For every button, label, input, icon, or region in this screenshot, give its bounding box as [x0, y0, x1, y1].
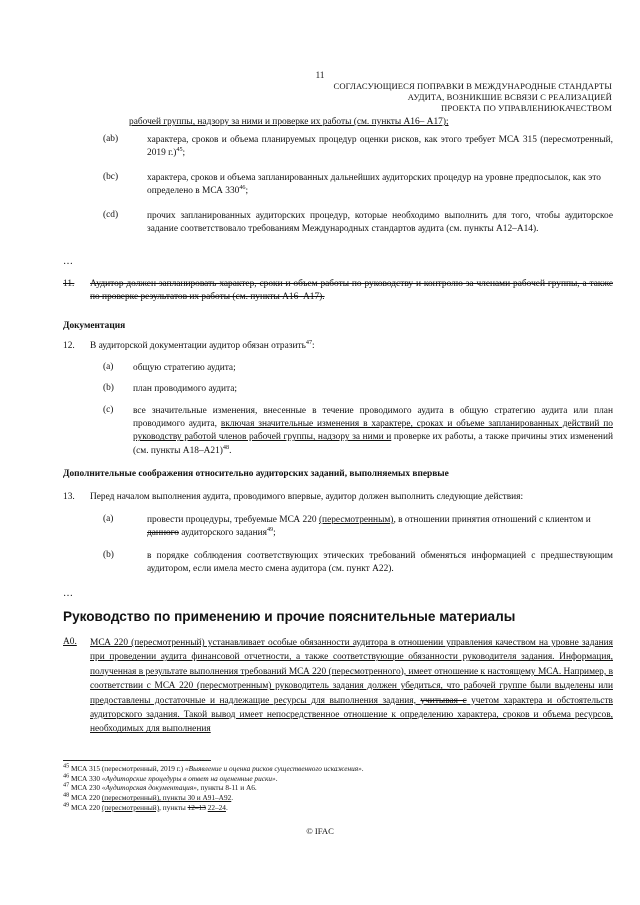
item-bc-text: характера, сроков и объема запланированных дальнейших аудиторских процедур на уровне предпосылок, как это определено в МСА $330^{46}$; [147, 173, 601, 197]
para-12-number: 12. [63, 341, 75, 351]
para-a0-number: А0. [63, 637, 77, 647]
para-12-intro: В аудиторской документации аудитор обязан отразить$^{47}$: [90, 338, 315, 351]
footnote-47: $^{47}$ МСА 230 «Аудиторская документация», пункты 8-11 и А6. [63, 781, 257, 793]
heading-first-time-engagements: Дополнительные соображения относительно аудиторских заданий, выполняемых впервые [63, 469, 449, 479]
continuation-line: рабочей группы, надзору за ними и проверке их работы (см. пункты А16– А17); [129, 117, 449, 127]
para-13-a-label: (a) [103, 514, 114, 524]
copyright-footer: © IFAC [306, 826, 334, 836]
para-13-b-label: (b) [103, 550, 114, 560]
para-12-b-text: план проводимого аудита; [133, 384, 237, 394]
para-11-number: 11. [63, 279, 75, 289]
item-cd-text: прочих запланированных аудиторских процедур, которые необходимо выполнить для того, чтобы аудиторское задание соответствовало требованиям Международных стандартов аудита (см. пункты А12–А14). [147, 211, 613, 235]
footnote-separator [63, 760, 211, 761]
para-12-a-text: общую стратегию аудита; [133, 363, 236, 373]
para-12-b-label: (b) [103, 383, 114, 393]
footnote-48: $^{48}$ МСА 220 (пересмотренный), пункты 30 и А91–А92. [63, 791, 234, 803]
ellipsis-2: … [63, 588, 74, 599]
item-bc-label: (bc) [103, 172, 119, 182]
item-ab-text: характера, сроков и объема планируемых процедур оценки рисков, как этого требует МСА 315 (пересмотренный, 2019 г.)$^{45}$; [147, 135, 613, 159]
footnote-49: $^{49}$ МСА 220 (пересмотренный), пункты 12–13 22–24. [63, 801, 228, 812]
para-12-a-label: (a) [103, 362, 114, 372]
footnotes [63, 764, 613, 813]
header-line-1: СОГЛАСУЮЩИЕСЯ ПОПРАВКИ В МЕЖДУНАРОДНЫЕ СТАНДАРТЫ [333, 81, 612, 91]
heading-application-guidance: Руководство по применению и прочие пояснительные материалы [63, 609, 516, 624]
para-13-intro: Перед началом выполнения аудита, проводимого впервые, аудитор должен выполнить следующие действия: [90, 492, 524, 502]
running-header [212, 81, 612, 115]
para-11-text: Аудитор должен запланировать характер, сроки и объем работы по руководству и контролю за членами рабочей группы, а также по проверке результатов их работы (см. пункты А16–А17). [90, 279, 613, 303]
footnote-45: $^{45}$ МСА 315 (пересмотренный, 2019 г.) «Выявление и оценка рисков существенного искажения». [63, 762, 364, 773]
para-a0-text: МСА 220 (пересмотренный) устанавливает особые обязанности аудитора в отношении управления качеством на уровне задания при проведении аудита финансовой отчетности, а также соответствующие обязанности руководителя задания. Информация, полученная в результате выполнения требований МСА 220 (пересмотренного), имеет отношение к настоящему МСА. Например, в соответствии с МСА 220 (пересмотренным) руководитель задания должен убедиться, что рабочей группе были выделены или предоставлены достаточные и надлежащие ресурсы для выполнения задания, учитывая с учетом характера и обстоятельств аудиторского задания. Такой вывод имеет непосредственное отношение к определению характера, сроков и объема ресурсов, необходимых для выполнения [90, 638, 613, 735]
heading-documentation: Документация [63, 321, 126, 331]
para-12-c-text: все значительные изменения, внесенные в течение проводимого аудита в общую стратегию аудита или план проводимого аудита, включая значительные изменения в характере, сроках и объеме запланированных действий по руководству работой членов рабочей группы, надзору за ними и проверке их работы, а также причины этих изменений (см. пункты А18–А21)$^{48}$. [133, 406, 613, 456]
para-13-number: 13. [63, 492, 75, 502]
header-line-2: АУДИТА, ВОЗНИКШИЕ ВСВЯЗИ С РЕАЛИЗАЦИЕЙ [407, 92, 612, 103]
item-cd-label: (cd) [103, 210, 119, 220]
footnote-46: $^{46}$ МСА 330 «Аудиторские процедуры в ответ на оцененные риски». [63, 772, 278, 783]
para-13-b-text: в порядке соблюдения соответствующих этических требований обменяться информацией с предшествующим аудитором, если имела место смена аудитора (см. пункт А22). [147, 551, 613, 575]
para-13-a-text: провести процедуры, требуемые МСА 220 (пересмотренным), в отношении принятия отношений с клиентом и данного аудиторского задания$^{49}$; [147, 515, 591, 539]
header-line-3: ПРОЕКТА ПО УПРАВЛЕНИЮКАЧЕСТВОМ [441, 103, 612, 114]
item-ab-label: (ab) [103, 134, 119, 144]
ellipsis-1: … [63, 256, 74, 267]
page-number: 11 [315, 70, 325, 80]
para-12-c-label: (c) [103, 405, 114, 415]
